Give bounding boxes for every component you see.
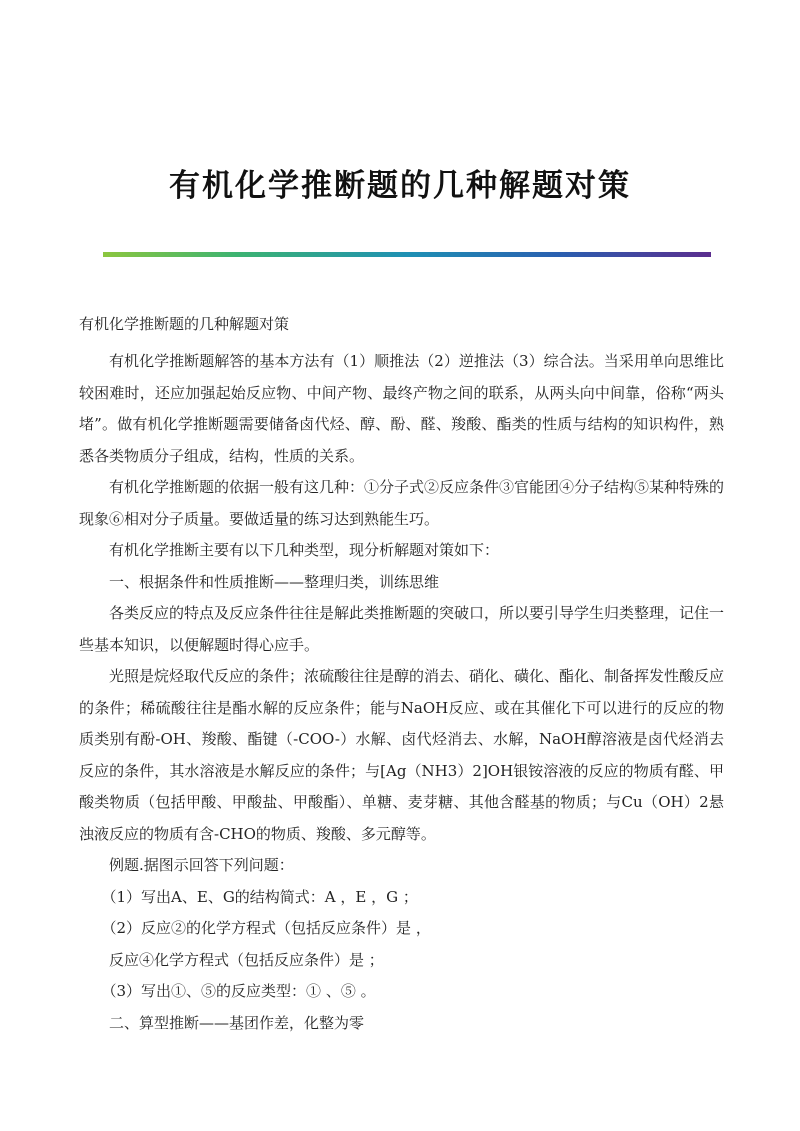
page-title: 有机化学推断题的几种解题对策 bbox=[169, 168, 631, 204]
question-item: （3）写出①、⑤的反应类型：① 、⑤ 。 bbox=[101, 982, 376, 1000]
section-heading: 一、根据条件和性质推断——整理归类，训练思维 bbox=[109, 572, 440, 591]
question-item: 反应④化学方程式（包括反应条件）是 ； bbox=[109, 950, 384, 969]
example-heading: 例题.据图示回答下列问题： bbox=[109, 856, 294, 874]
question-item: （2）反应②的化学方程式（包括反应条件）是 ， bbox=[101, 919, 431, 937]
title-divider bbox=[103, 252, 711, 257]
body-text bbox=[79, 346, 724, 1039]
subtitle: 有机化学推断题的几种解题对策 bbox=[79, 315, 290, 333]
paragraph: 有机化学推断题解答的基本方法有（1）顺推法（2）逆推法（3）综合法。当采用单向思维比较困难时，还应加强起始反应物、中间产物、最终产物之间的联系，从两头向中间靠，俗称“两头堵”。做有机化学推断题需要储备卤代烃、醇、酚、醛、羧酸、酯类的性质与结构的知识构件，熟悉各类物质分子组成，结构，性质的关系。 bbox=[79, 352, 724, 465]
question-item: （1）写出A、E、G的结构简式：A ，E ，G ； bbox=[101, 887, 418, 906]
paragraph: 有机化学推断题的依据一般有这几种：①分子式②反应条件③官能团④分子结构⑤某种特殊的现象⑥相对分子质量。要做适量的练习达到熟能生巧。 bbox=[79, 478, 725, 528]
paragraph: 各类反应的特点及反应条件往往是解此类推断题的突破口，所以要引导学生归类整理，记住一些基本知识，以便解题时得心应手。 bbox=[79, 604, 725, 654]
section-heading: 二、算型推断——基团作差，化整为零 bbox=[109, 1013, 365, 1032]
paragraph: 光照是烷烃取代反应的条件；浓硫酸往往是醇的消去、硝化、磺化、酯化、制备挥发性酸反应的条件；稀硫酸往往是酯水解的反应条件；能与NaOH反应、或在其催化下可以进行的反应的物质类别有酚-OH、羧酸、酯键（-COO-）水解、卤代烃消去、水解，NaOH醇溶液是卤代烃消去反应的条件，其水溶液是水解反应的条件；与[Ag（NH3）2]OH银铵溶液的反应的物质有醛、甲酸类物质（包括甲酸、甲酸盐、甲酸酯）、单糖、麦芽糖、其他含醛基的物质；与Cu（OH）2悬浊液反应的物质有含-CHO的物质、羧酸、多元醇等。 bbox=[79, 667, 725, 843]
paragraph: 有机化学推断主要有以下几种类型，现分析解题对策如下： bbox=[109, 541, 500, 559]
